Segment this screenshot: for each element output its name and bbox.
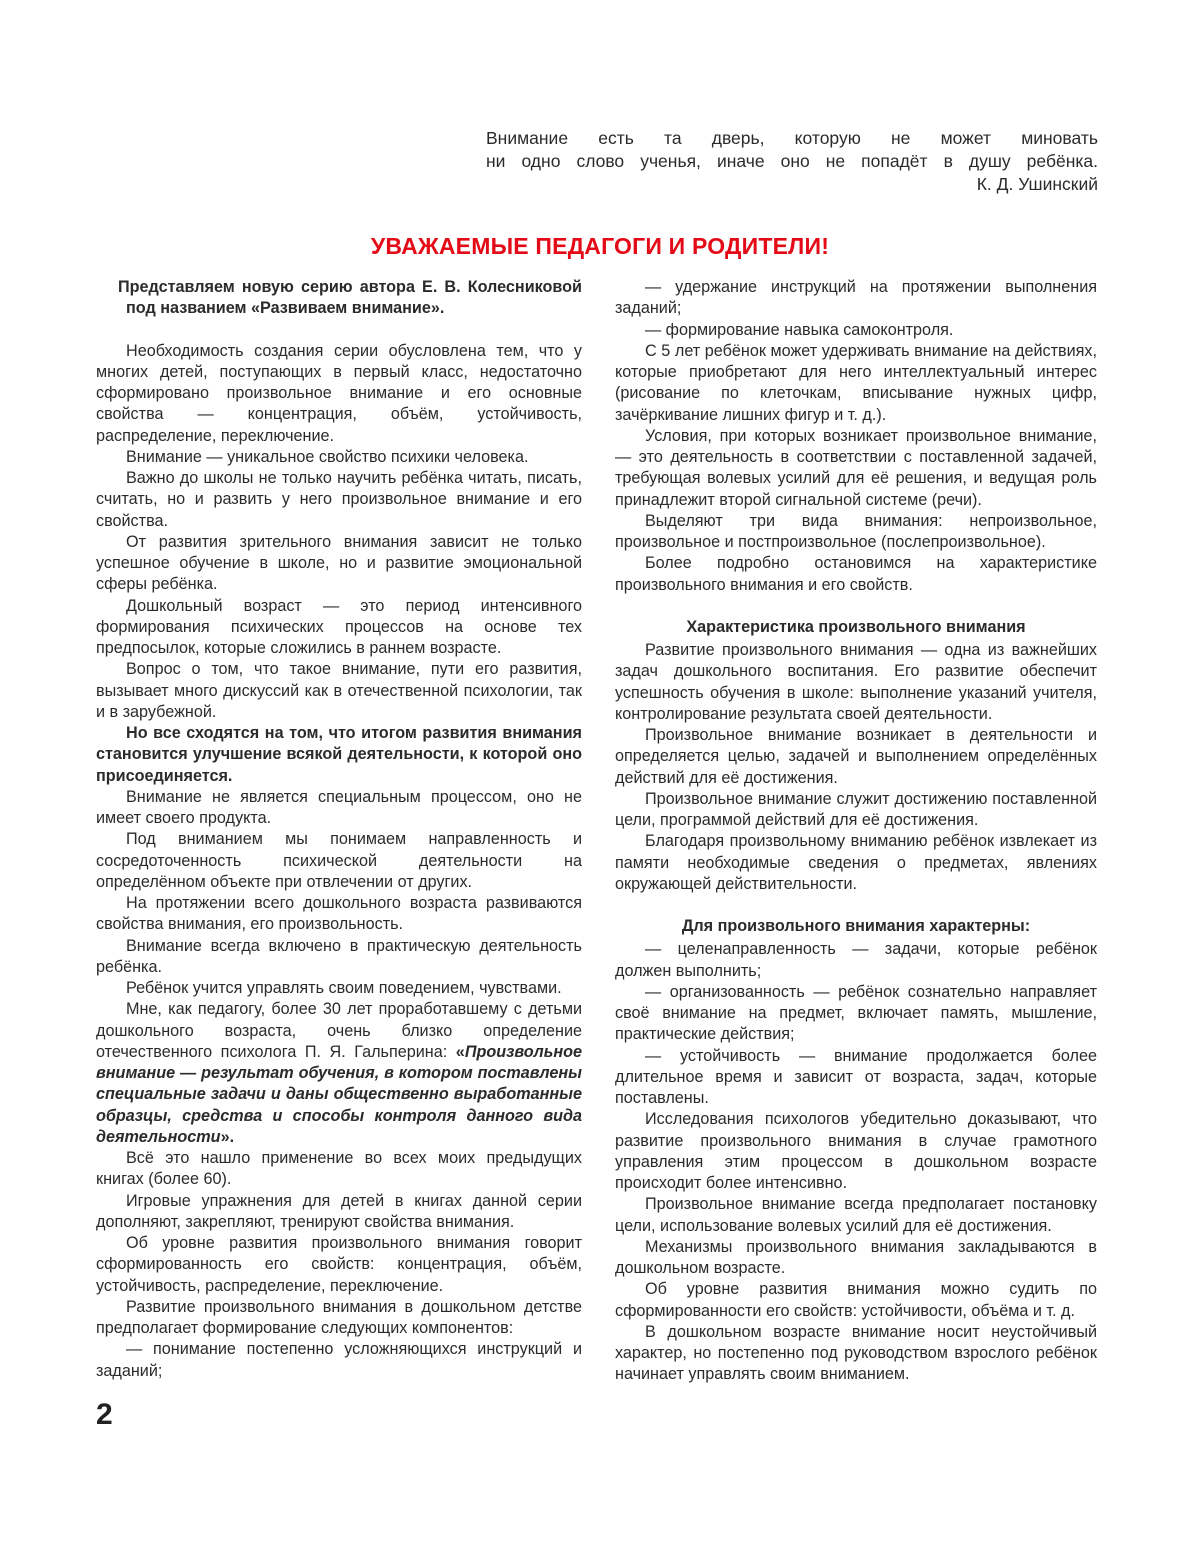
paragraph: Выделяют три вида внимания: непроизвольное, произвольное и постпроизвольное (послепроизвольное). bbox=[615, 511, 1097, 551]
intro-paragraph: Представляем новую серию автора Е. В. Колесниковой под названием «Развиваем внимание». bbox=[118, 278, 582, 318]
paragraph: Более подробно остановимся на характеристике произвольного внимания и его свойств. bbox=[615, 554, 1097, 594]
paragraph: Благодаря произвольному вниманию ребёнок извлекает из памяти необходимые сведения о предметах, явлениях окружающей действительности. bbox=[615, 832, 1097, 893]
epigraph-author: К. Д. Ушинский bbox=[976, 174, 1098, 194]
page-title: УВАЖАЕМЫЕ ПЕДАГОГИ И РОДИТЕЛИ! bbox=[370, 233, 830, 259]
left-column bbox=[96, 277, 582, 1382]
galperin-quote: Произвольное внимание — результат обучения, в котором поставлены специальные задачи и даны общественно выработанные образцы, средства и способы контроля данного вида деятельности bbox=[96, 1042, 582, 1146]
paragraph: Развитие произвольного внимания — одна из важнейших задач дошкольного воспитания. Его развитие обеспечит успешность обучения в школе: выполнение указаний учителя, контролирование результата своей деятельности. bbox=[615, 641, 1097, 723]
paragraph: С 5 лет ребёнок может удерживать внимание на действиях, которые приобретают для него интеллектуальный интерес (рисование по клеточкам, вписывание нужных цифр, зачёркивание лишних фигур и т. д.). bbox=[615, 341, 1097, 424]
paragraph: — устойчивость — внимание продолжается более длительное время и зависит от возраста, задач, которые поставлены. bbox=[615, 1046, 1097, 1107]
epigraph-line-1: Внимание есть та дверь, которую не может миновать bbox=[486, 128, 1098, 148]
paragraph: Игровые упражнения для детей в книгах данной серии дополняют, закрепляют, тренируют свойства внимания. bbox=[96, 1191, 582, 1231]
section-heading: Характеристика произвольного внимания bbox=[686, 617, 1026, 636]
galperin-quote-paragraph bbox=[96, 999, 582, 1148]
paragraph: — понимание постепенно усложняющихся инструкций и заданий; bbox=[96, 1340, 582, 1380]
paragraph: Исследования психологов убедительно доказывают, что развитие произвольного внимания в случае грамотного управления этим процессом в дошкольном возрасте происходит более интенсивно. bbox=[615, 1110, 1097, 1192]
paragraph: Под вниманием мы понимаем направленность и сосредоточенность психической деятельности на определённом объекте при отвлечении от других. bbox=[96, 830, 582, 891]
quote-open-mark: « bbox=[455, 1042, 465, 1061]
paragraph: — организованность — ребёнок сознательно направляет своё внимание на предмет, включает память, мышление, практические действия; bbox=[615, 982, 1097, 1044]
paragraph: — формирование навыка самоконтроля. bbox=[645, 320, 954, 339]
epigraph bbox=[486, 127, 1098, 196]
paragraph: Важно до школы не только научить ребёнка читать, писать, считать, но и развить у него произвольное внимание и его свойства. bbox=[96, 469, 582, 530]
paragraph: Произвольное внимание всегда предполагает постановку цели, использование волевых усилий для её достижения. bbox=[615, 1195, 1097, 1235]
paragraph: Всё это нашло применение во всех моих предыдущих книгах (более 60). bbox=[96, 1149, 582, 1189]
paragraph: Внимание — уникальное свойство психики человека. bbox=[126, 447, 529, 466]
paragraph: Внимание не является специальным процессом, оно не имеет своего продукта. bbox=[96, 787, 582, 827]
right-column bbox=[615, 277, 1097, 1386]
quote-lead-text: Мне, как педагогу, более 30 лет проработавшему с детьми дошкольного возраста, очень близко определение отечественного психолога П. Я. Гальперина: bbox=[96, 1000, 582, 1061]
paragraph: Об уровне развития произвольного внимания говорит сформированность его свойств: концентрация, объём, устойчивость, распределение, переключение. bbox=[96, 1234, 582, 1295]
paragraph: В дошкольном возрасте внимание носит неустойчивый характер, но постепенно под руководством взрослого ребёнок начинает управлять своим вниманием. bbox=[615, 1322, 1097, 1384]
paragraph: Произвольное внимание служит достижению поставленной цели, программой действий для её достижения. bbox=[615, 789, 1097, 829]
quote-close-mark: ». bbox=[220, 1127, 235, 1146]
paragraph: На протяжении всего дошкольного возраста развиваются свойства внимания, его произвольность. bbox=[96, 894, 582, 934]
paragraph: Необходимость создания серии обусловлена тем, что у многих детей, поступающих в первый класс, недостаточно сформировано произвольное внимание и его основные свойства — концентрация, объём, устойчивость, распределение, переключение. bbox=[96, 341, 582, 445]
paragraph: Произвольное внимание возникает в деятельности и определяется целью, задачей и выполнением определённых действий для её достижения. bbox=[615, 726, 1097, 787]
paragraph: Развитие произвольного внимания в дошкольном детстве предполагает формирование следующих компонентов: bbox=[96, 1297, 582, 1337]
paragraph: От развития зрительного внимания зависит не только успешное обучение в школе, но и развитие эмоциональной сферы ребёнка. bbox=[96, 532, 582, 594]
paragraph: Дошкольный возраст — это период интенсивного формирования психических процессов на основе тех предпосылок, которые сложились в раннем возрасте. bbox=[96, 596, 582, 657]
paragraph: Механизмы произвольного внимания закладываются в дошкольном возрасте. bbox=[615, 1237, 1097, 1277]
paragraph: Об уровне развития внимания можно судить по сформированности его свойств: устойчивости, объёма и т. д. bbox=[615, 1280, 1097, 1320]
section-heading: Для произвольного внимания характерны: bbox=[681, 917, 1031, 935]
paragraph: Вопрос о том, что такое внимание, пути его развития, вызывает много дискуссий как в отечественной психологии, так и в зарубежной. bbox=[96, 660, 582, 721]
paragraph: — целенаправленность — задачи, которые ребёнок должен выполнить; bbox=[615, 940, 1097, 980]
epigraph-line-2: ни одно слово ученья, иначе оно не попадёт в душу ребёнка. bbox=[486, 151, 1098, 171]
bold-paragraph: Но все сходятся на том, что итогом развития внимания становится улучшение всякой деятельности, к которой оно присоединяется. bbox=[96, 724, 582, 785]
paragraph: Внимание всегда включено в практическую деятельность ребёнка. bbox=[96, 936, 582, 976]
paragraph: Ребёнок учится управлять своим поведением, чувствами. bbox=[126, 979, 562, 997]
page-number: 2 bbox=[96, 1398, 113, 1431]
paragraph: — удержание инструкций на протяжении выполнения заданий; bbox=[615, 278, 1097, 318]
paragraph: Условия, при которых возникает произвольное внимание, — это деятельность в соответствии с поставленной задачей, требующая волевых усилий для её решения, и ведущая роль принадлежит второй сигнальной системе (речи). bbox=[615, 426, 1097, 509]
